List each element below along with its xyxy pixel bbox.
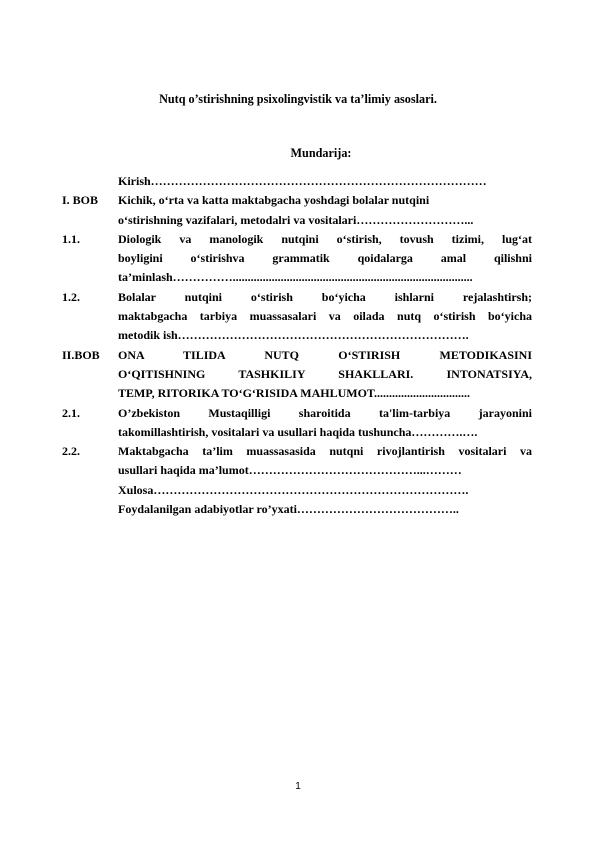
toc-entry-number: II.BOB — [62, 347, 100, 362]
toc-entry-line: Kichik, o‘rta va katta maktabgacha yoshdagi bolalar nutqini — [118, 193, 430, 208]
toc-entry-number — [62, 481, 118, 500]
toc-entry-line: Maktabgacha ta’lim muassasasida nutqni rivojlantirish vositalari va — [118, 444, 532, 459]
toc-entry-chapter-1 — [62, 191, 532, 230]
toc-entry-section-1-2 — [62, 288, 532, 346]
toc-entry-number: 1.2. — [62, 289, 80, 304]
toc-entry-line: maktabgacha tarbiya muassasalari va oilada nutq o‘stirish bo‘yicha — [118, 309, 532, 324]
toc-entry-line: Foydalanilgan adabiyotlar ro’yxati………………………………….. — [118, 502, 459, 517]
page-number: 1 — [295, 781, 301, 792]
toc-entry-line: Bolalar nutqini o‘stirish bo‘yicha ishlarni rejalashtirsh; — [118, 289, 532, 304]
toc-entry-line: O‘QITISHNING TASHKILIY SHAKLLARI. INTONATSIYA, — [118, 366, 532, 381]
toc-entry-references — [62, 500, 532, 519]
toc-entry-introduction — [62, 172, 532, 191]
toc-entry-number: 1.1. — [62, 231, 80, 246]
toc-entry-number — [62, 172, 118, 191]
toc-entry-line: Diologik va manologik nutqini o‘stirish, tovush tizimi, lug‘at — [118, 231, 532, 246]
toc-entry-number: 2.2. — [62, 444, 80, 459]
toc-entry-line: o‘stirishning vazifalari, metodalri va vositalari………………………... — [118, 212, 474, 227]
toc-entry-line: TEMP, RITORIKA TO‘G‘RISIDA MAHLUMOT................................ — [118, 386, 471, 401]
toc-entry-line: metodik ish………………………………………………………………. — [118, 328, 469, 343]
toc-entry-conclusion — [62, 481, 532, 500]
document-title: Nutq o’stirishning psixolingvistik va ta’limiy asoslari. — [159, 92, 437, 106]
toc-entry-line: boyligini o‘stirishva grammatik qoidalarga amal qilishni — [118, 251, 532, 266]
toc-entry-line: usullari haqida ma’lumot……………………………………...……… — [118, 463, 462, 478]
toc-heading: Mundarija: — [290, 146, 352, 160]
toc-entry-line: Kirish………………………………………………………………………… — [118, 174, 487, 188]
toc-entry-line: Xulosa……………………………………………………………………. — [118, 482, 469, 497]
toc-entry-number: 2.1. — [62, 405, 80, 420]
toc-entry-section-1-1 — [62, 230, 532, 288]
toc-entry-chapter-2 — [62, 346, 532, 404]
toc-entry-line: O’zbekiston Mustaqilligi sharoitida ta'lim-tarbiya jarayonini — [118, 405, 532, 420]
toc-entry-section-2-1 — [62, 404, 532, 443]
toc-entry-line: ta’minlash……………................................................................................ — [118, 270, 473, 285]
toc-entry-line: ONA TILIDA NUTQ O‘STIRISH METODIKASINI — [118, 347, 532, 362]
table-of-contents — [62, 172, 532, 519]
toc-entry-number: I. BOB — [62, 193, 99, 208]
toc-entry-section-2-2 — [62, 442, 532, 481]
toc-entry-number — [62, 500, 118, 519]
toc-entry-line: takomillashtirish, vositalari va usullari haqida tushuncha………….…. — [118, 424, 478, 439]
